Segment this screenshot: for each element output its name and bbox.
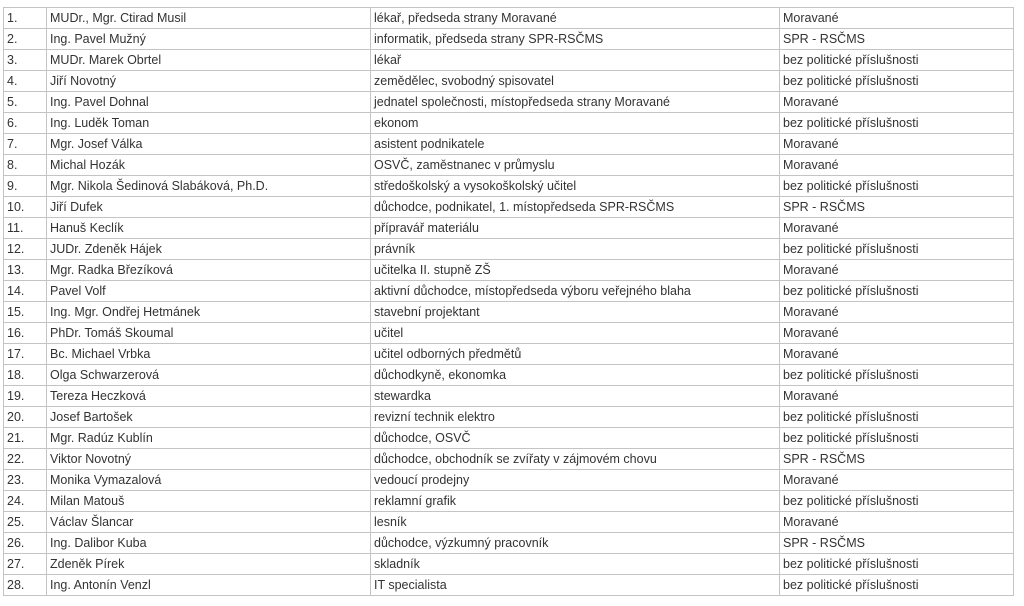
candidate-occupation: právník [371,239,780,260]
candidate-number: 12. [4,239,47,260]
candidate-number: 11. [4,218,47,239]
candidate-party: bez politické příslušnosti [780,491,1014,512]
candidate-number: 24. [4,491,47,512]
candidate-party: Moravané [780,260,1014,281]
candidate-number: 26. [4,533,47,554]
candidate-name: JUDr. Zdeněk Hájek [47,239,371,260]
candidate-name: Jiří Novotný [47,71,371,92]
candidate-number: 22. [4,449,47,470]
table-row [4,533,1014,554]
table-row [4,113,1014,134]
candidate-number: 23. [4,470,47,491]
candidate-number: 14. [4,281,47,302]
candidate-number: 9. [4,176,47,197]
table-row [4,134,1014,155]
candidates-table [3,7,1014,596]
candidate-occupation: důchodkyně, ekonomka [371,365,780,386]
candidate-name: Tereza Heczková [47,386,371,407]
candidate-number: 21. [4,428,47,449]
table-row [4,260,1014,281]
candidate-number: 3. [4,50,47,71]
table-row [4,29,1014,50]
candidate-name: Ing. Antonín Venzl [47,575,371,596]
candidate-occupation: OSVČ, zaměstnanec v průmyslu [371,155,780,176]
candidates-table-body [4,8,1014,596]
candidate-party: Moravané [780,512,1014,533]
candidate-party: Moravané [780,386,1014,407]
candidate-party: Moravané [780,302,1014,323]
candidate-occupation: středoškolský a vysokoškolský učitel [371,176,780,197]
candidate-name: Michal Hozák [47,155,371,176]
table-row [4,239,1014,260]
candidate-number: 7. [4,134,47,155]
candidate-party: bez politické příslušnosti [780,50,1014,71]
candidate-party: bez politické příslušnosti [780,281,1014,302]
candidate-number: 6. [4,113,47,134]
candidate-name: PhDr. Tomáš Skoumal [47,323,371,344]
candidate-name: Mgr. Radúz Kublín [47,428,371,449]
table-row [4,365,1014,386]
candidate-name: Monika Vymazalová [47,470,371,491]
candidate-occupation: stavební projektant [371,302,780,323]
candidate-name: Václav Šlancar [47,512,371,533]
candidate-party: Moravané [780,470,1014,491]
table-row [4,281,1014,302]
candidate-number: 5. [4,92,47,113]
candidate-name: Mgr. Nikola Šedinová Slabáková, Ph.D. [47,176,371,197]
table-row [4,92,1014,113]
candidate-number: 19. [4,386,47,407]
candidate-occupation: ekonom [371,113,780,134]
candidate-party: bez politické příslušnosti [780,407,1014,428]
candidate-name: Zdeněk Pírek [47,554,371,575]
candidate-number: 25. [4,512,47,533]
candidate-party: Moravané [780,323,1014,344]
candidate-name: MUDr. Marek Obrtel [47,50,371,71]
candidate-party: bez politické příslušnosti [780,71,1014,92]
candidate-name: Ing. Dalibor Kuba [47,533,371,554]
candidate-party: SPR - RSČMS [780,533,1014,554]
candidate-party: SPR - RSČMS [780,449,1014,470]
table-row [4,428,1014,449]
candidate-occupation: lékař [371,50,780,71]
candidate-party: Moravané [780,344,1014,365]
candidate-name: Pavel Volf [47,281,371,302]
candidate-occupation: lesník [371,512,780,533]
candidate-party: Moravané [780,218,1014,239]
candidate-number: 2. [4,29,47,50]
candidate-number: 20. [4,407,47,428]
table-row [4,155,1014,176]
candidate-party: bez politické příslušnosti [780,239,1014,260]
candidate-occupation: skladník [371,554,780,575]
candidate-number: 17. [4,344,47,365]
candidate-name: Mgr. Radka Březíková [47,260,371,281]
candidate-occupation: informatik, předseda strany SPR-RSČMS [371,29,780,50]
candidate-name: Olga Schwarzerová [47,365,371,386]
table-row [4,512,1014,533]
candidate-name: Mgr. Josef Válka [47,134,371,155]
candidate-name: Ing. Luděk Toman [47,113,371,134]
table-row [4,218,1014,239]
candidate-party: bez politické příslušnosti [780,575,1014,596]
candidate-party: bez politické příslušnosti [780,365,1014,386]
table-row [4,71,1014,92]
candidate-occupation: IT specialista [371,575,780,596]
candidate-name: Bc. Michael Vrbka [47,344,371,365]
candidate-occupation: důchodce, podnikatel, 1. místopředseda SPR-RSČMS [371,197,780,218]
candidate-occupation: důchodce, OSVČ [371,428,780,449]
table-row [4,491,1014,512]
candidate-occupation: asistent podnikatele [371,134,780,155]
candidate-occupation: revizní technik elektro [371,407,780,428]
candidate-number: 13. [4,260,47,281]
candidate-occupation: důchodce, výzkumný pracovník [371,533,780,554]
candidate-name: Viktor Novotný [47,449,371,470]
candidate-number: 18. [4,365,47,386]
table-row [4,407,1014,428]
table-row [4,344,1014,365]
candidate-number: 8. [4,155,47,176]
table-row [4,575,1014,596]
candidate-occupation: reklamní grafik [371,491,780,512]
candidate-party: Moravané [780,8,1014,29]
candidate-party: bez politické příslušnosti [780,428,1014,449]
candidate-occupation: přípravář materiálu [371,218,780,239]
candidate-occupation: vedoucí prodejny [371,470,780,491]
table-row [4,449,1014,470]
candidate-occupation: učitelka II. stupně ZŠ [371,260,780,281]
candidate-occupation: učitel odborných předmětů [371,344,780,365]
candidate-party: bez politické příslušnosti [780,554,1014,575]
candidate-number: 10. [4,197,47,218]
candidate-name: Ing. Pavel Dohnal [47,92,371,113]
candidate-occupation: učitel [371,323,780,344]
candidate-occupation: stewardka [371,386,780,407]
table-row [4,386,1014,407]
candidate-party: bez politické příslušnosti [780,176,1014,197]
table-row [4,554,1014,575]
table-row [4,197,1014,218]
candidate-number: 16. [4,323,47,344]
candidate-occupation: důchodce, obchodník se zvířaty v zájmovém chovu [371,449,780,470]
candidate-occupation: lékař, předseda strany Moravané [371,8,780,29]
candidate-number: 27. [4,554,47,575]
candidate-name: MUDr., Mgr. Ctirad Musil [47,8,371,29]
candidate-party: Moravané [780,134,1014,155]
candidate-party: Moravané [780,92,1014,113]
candidate-number: 1. [4,8,47,29]
table-row [4,50,1014,71]
candidate-name: Jiří Dufek [47,197,371,218]
candidate-party: SPR - RSČMS [780,197,1014,218]
table-row [4,323,1014,344]
candidate-occupation: jednatel společnosti, místopředseda strany Moravané [371,92,780,113]
table-row [4,176,1014,197]
candidate-name: Josef Bartošek [47,407,371,428]
candidate-name: Hanuš Keclík [47,218,371,239]
candidate-number: 4. [4,71,47,92]
candidate-occupation: zemědělec, svobodný spisovatel [371,71,780,92]
table-row [4,470,1014,491]
candidate-name: Ing. Pavel Mužný [47,29,371,50]
candidate-party: SPR - RSČMS [780,29,1014,50]
candidate-number: 28. [4,575,47,596]
candidate-number: 15. [4,302,47,323]
candidate-name: Ing. Mgr. Ondřej Hetmánek [47,302,371,323]
candidate-party: bez politické příslušnosti [780,113,1014,134]
candidate-party: Moravané [780,155,1014,176]
candidate-occupation: aktivní důchodce, místopředseda výboru veřejného blaha [371,281,780,302]
table-row [4,8,1014,29]
table-row [4,302,1014,323]
candidate-name: Milan Matouš [47,491,371,512]
